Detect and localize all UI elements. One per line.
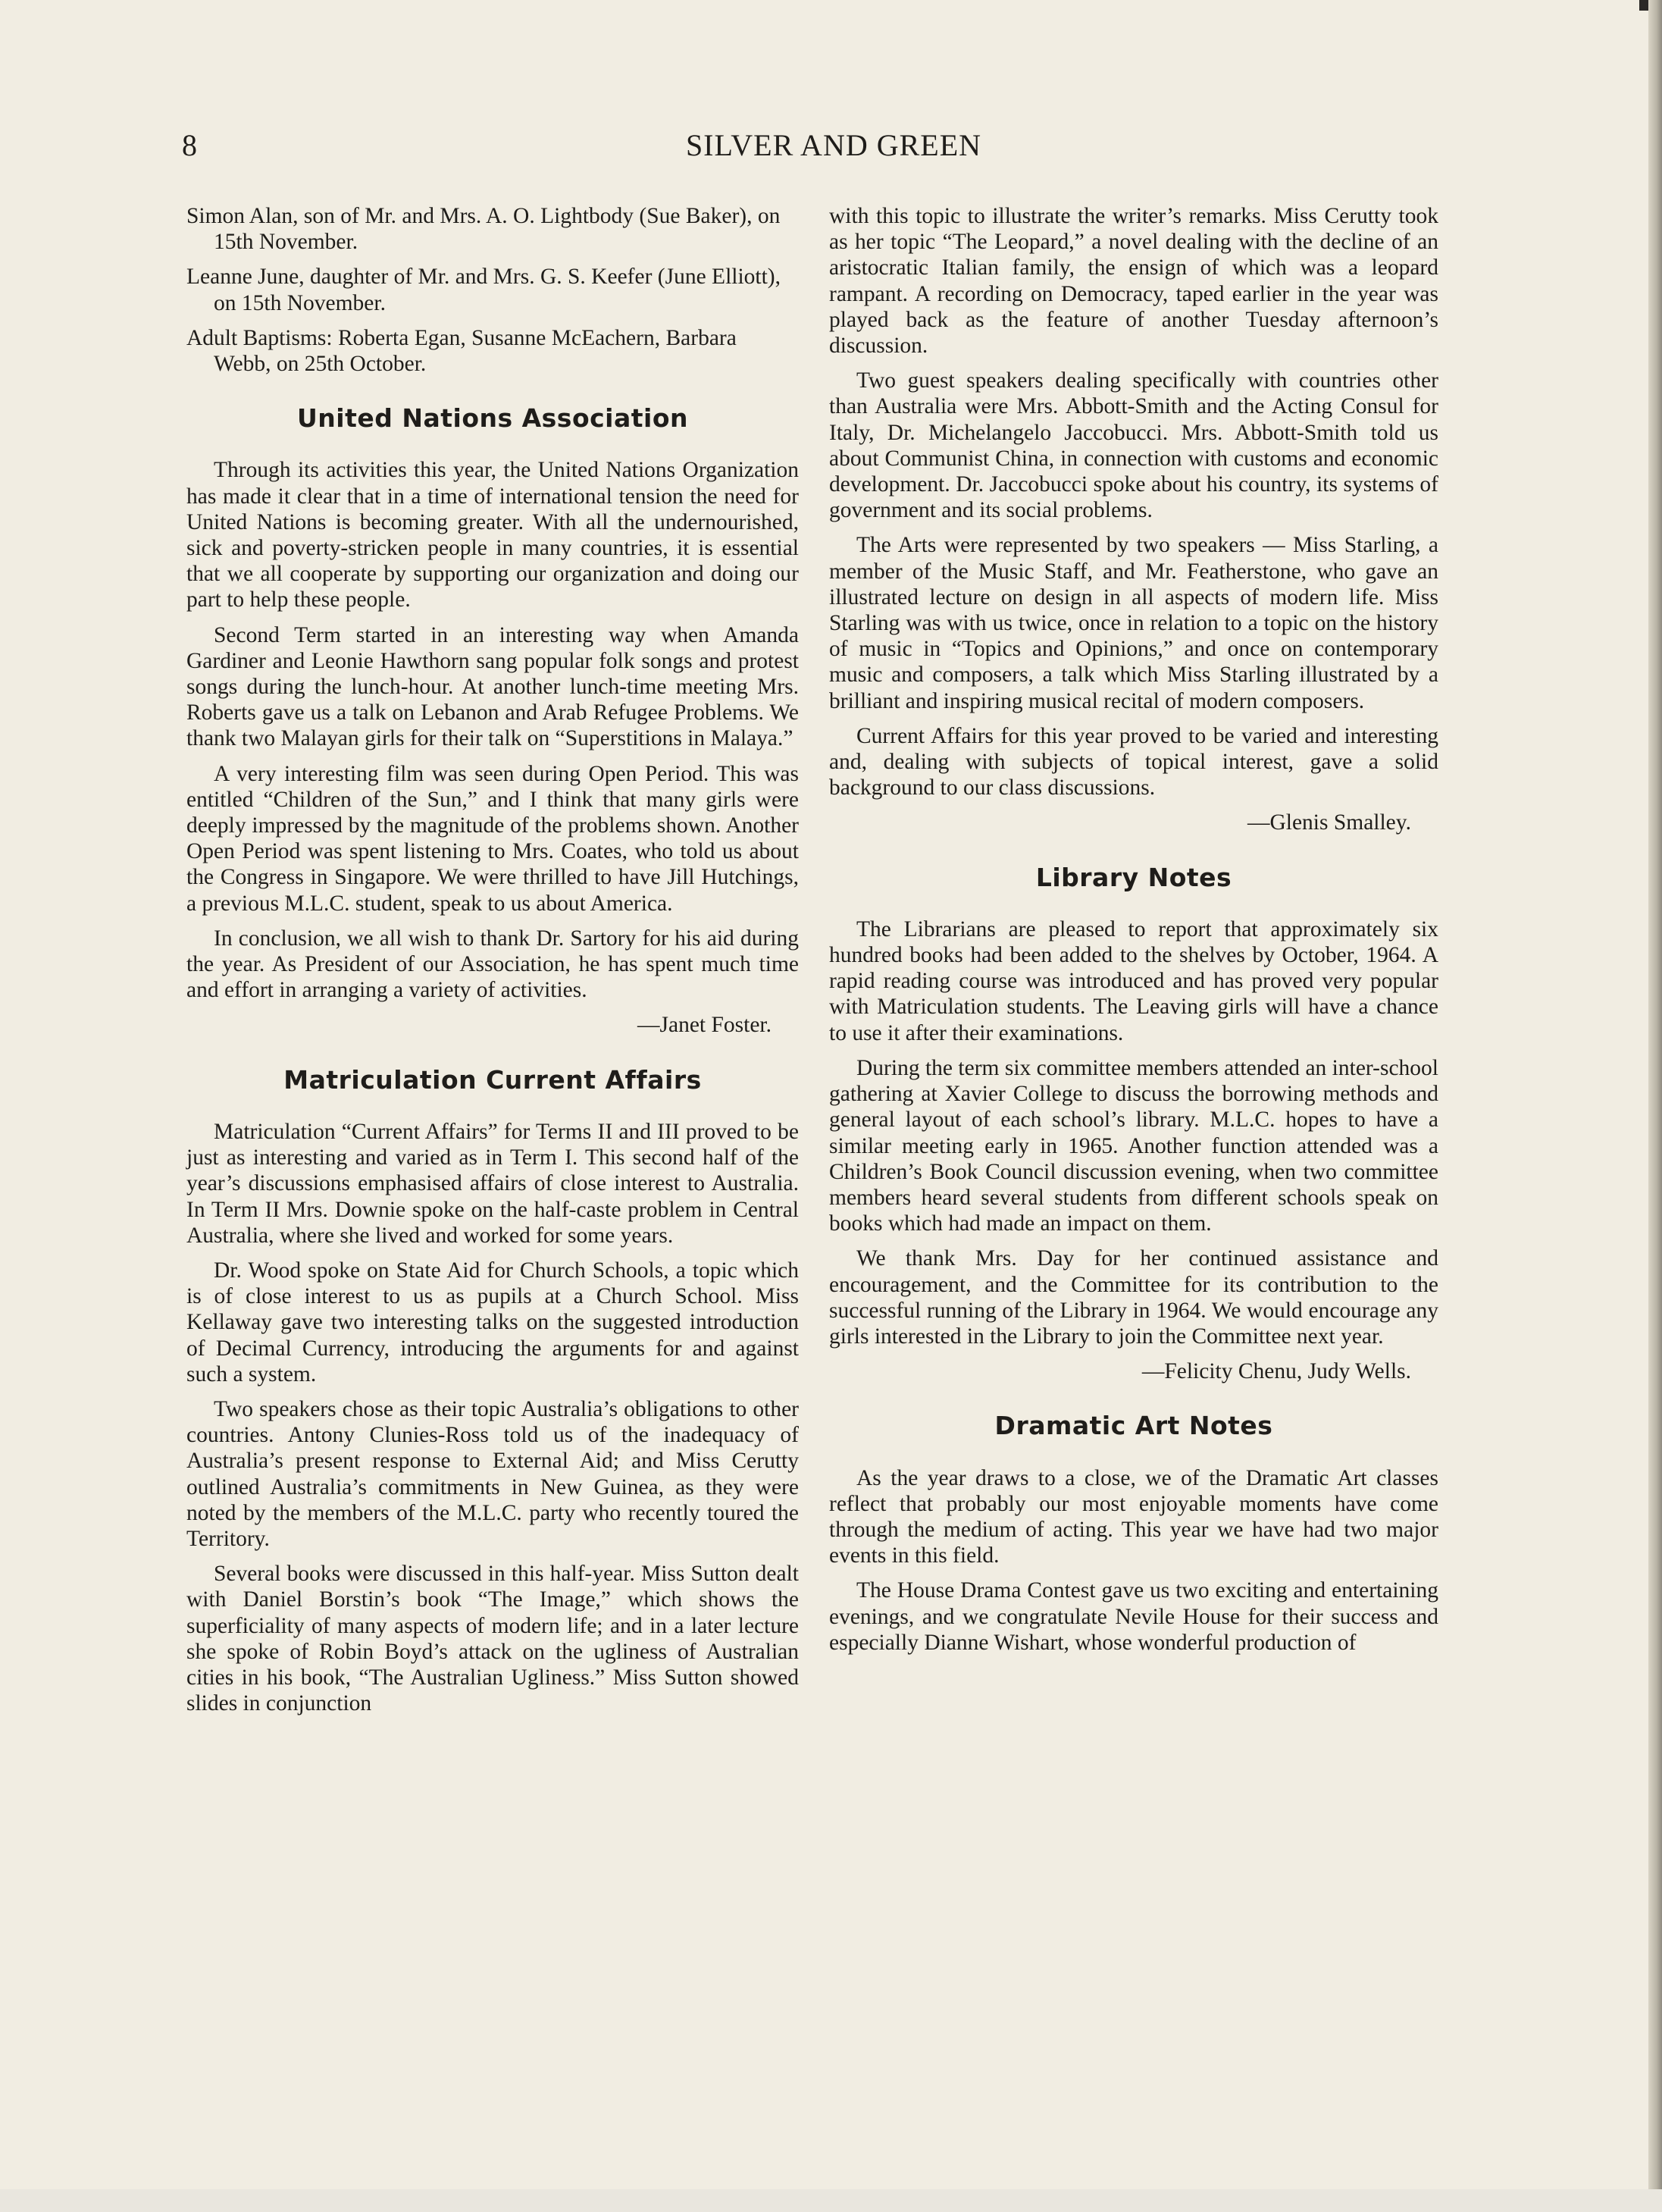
paragraph: Two guest speakers dealing specifically with countries other than Australia were Mrs. Abbott-Smith and the Acting Consul for Italy, Dr. Michelangelo Jaccobucci. Mrs. Abbott-Smith told us about Communist China, in connection with customs and economic development. Dr. Jaccobucci spoke about his country, its systems of government and its social problems. <box>829 368 1438 523</box>
section-heading-library-notes: Library Notes <box>1035 862 1232 892</box>
scan-bottom-strip <box>0 2189 1662 2212</box>
paragraph: Second Term started in an interesting way when Amanda Gardiner and Leonie Hawthorn sang popular folk songs and protest songs during the lunch-hour. At another lunch-time meeting Mrs. Roberts gave us a talk on Lebanon and Arab Refugee Problems. We thank two Malayan girls for their talk on “Superstitions in Malaya.” <box>186 622 799 751</box>
paragraph: As the year draws to a close, we of the Dramatic Art classes reflect that probably our most enjoyable moments have come through the medium of acting. This year we have had two major events in this field. <box>829 1465 1438 1568</box>
paragraph: A very interesting film was seen during Open Period. This was entitled “Children of the Sun,” and I think that many girls were deeply impressed by the magnitude of the problems shown. Another Open Period was spent listening to Mrs. Coates, who told us about the Congress in Singapore. We were thrilled to have Jill Hutchings, a previous M.L.C. student, speak to us about America. <box>186 761 799 916</box>
paragraph: The Librarians are pleased to report that approximately six hundred books had been added to the shelves by October, 1964. A rapid reading course was introduced and has proved very popular with Matriculation students. The Leaving girls will have a chance to use it after their examinations. <box>829 916 1438 1045</box>
page-number: 8 <box>182 128 197 162</box>
paragraph: The Arts were represented by two speakers — Miss Starling, a member of the Music Staff, and Mr. Featherstone, who gave an illustrated lecture on design in all aspects of modern life. Miss Starling was with us twice, once in relation to a topic on the history of music in “Topics and Opinions,” and once on contemporary music and composers, a talk which Miss Starling illustrated by a brilliant and inspiring musical recital of modern composers. <box>829 533 1438 713</box>
right-column <box>829 203 1438 1665</box>
paragraph: Several books were discussed in this half-year. Miss Sutton dealt with Daniel Borstin’s book “The Image,” which shows the superficiality of many aspects of modern life; and in a later lecture she spoke of Robin Boyd’s attack on the ugliness of Australian cities in his book, “The Australian Ugliness.” Miss Sutton showed slides in conjunction <box>186 1562 799 1716</box>
section-heading-matriculation-current-affairs: Matriculation Current Affairs <box>283 1064 702 1095</box>
signature: —Felicity Chenu, Judy Wells. <box>1141 1359 1411 1384</box>
paragraph: The House Drama Contest gave us two exciting and entertaining evenings, and we congratulate Nevile House for their success and especially Dianne Wishart, whose wonderful production of <box>829 1578 1438 1655</box>
section-heading-united-nations: United Nations Association <box>296 403 689 434</box>
paragraph: We thank Mrs. Day for her continued assistance and encouragement, and the Committee for its contribution to the successful running of the Library in 1964. We would encourage any girls interested in the Library to join the Committee next year. <box>829 1246 1438 1349</box>
left-column <box>186 203 799 1725</box>
paragraph: Matriculation “Current Affairs” for Terms II and III proved to be just as interesting and varied as in Term I. This second half of the year’s discussions emphasised affairs of close interest to Australia. In Term II Mrs. Downie spoke on the half-caste problem in Central Australia, where she lived and worked for some years. <box>186 1119 799 1248</box>
running-title: SILVER AND GREEN <box>685 128 982 162</box>
paragraph: Dr. Wood spoke on State Aid for Church Schools, a topic which is of close interest to us as pupils at a Church School. Miss Kellaway gave two interesting talks on the suggested introduction of Decimal Currency, introducing the arguments for and against such a system. <box>186 1258 799 1386</box>
paragraph: Current Affairs for this year proved to be varied and interesting and, dealing with subjects of topical interest, gave a solid background to our class discussions. <box>829 723 1438 801</box>
paragraph: Two speakers chose as their topic Australia’s obligations to other countries. Antony Clunies-Ross told us of the inadequacy of Australia’s present response to External Aid; and Miss Cerutty outlined Australia’s commitments in New Guinea, as they were noted by the members of the M.L.C. party who recently toured the Territory. <box>186 1396 799 1551</box>
signature: —Glenis Smalley. <box>1247 810 1411 835</box>
baptism-notice: Adult Baptisms: Roberta Egan, Susanne McEachern, Barbara Webb, on 25th October. <box>186 325 737 377</box>
paragraph: In conclusion, we all wish to thank Dr. Sartory for his aid during the year. As President of our Association, he has spent much time and effort in arranging a variety of activities. <box>186 926 799 1003</box>
birth-notice: Leanne June, daughter of Mr. and Mrs. G. S. Keefer (June Elliott), on 15th November. <box>186 265 781 315</box>
page-edge <box>1648 0 1662 2212</box>
birth-notice: Simon Alan, son of Mr. and Mrs. A. O. Lightbody (Sue Baker), on 15th November. <box>186 204 781 255</box>
paragraph: During the term six committee members attended an inter-school gathering at Xavier College to discuss the borrowing methods and general layout of each school’s library. M.L.C. hopes to have a similar meeting early in 1965. Another function attended was a Children’s Book Council discussion evening, when two committee members heard several students from different schools speak on books which had made an impact on them. <box>829 1055 1438 1236</box>
paragraph-continued: with this topic to illustrate the writer’s remarks. Miss Cerutty took as her topic “The Leopard,” a novel dealing with the decline of an aristocratic Italian family, the ensign of which was a leopard rampant. A recording on Democracy, taped earlier in the year was played back as the feature of another Tuesday afternoon’s discussion. <box>829 204 1438 359</box>
signature: —Janet Foster. <box>637 1013 772 1038</box>
running-header <box>182 127 1485 173</box>
section-heading-dramatic-art-notes: Dramatic Art Notes <box>994 1411 1273 1441</box>
paragraph: Through its activities this year, the United Nations Organization has made it clear that in a time of international tension the need for United Nations is becoming greater. With all the undernourished, sick and poverty-stricken people in many countries, it is essential that we all cooperate by supporting our organization and doing our part to help these people. <box>186 458 799 613</box>
